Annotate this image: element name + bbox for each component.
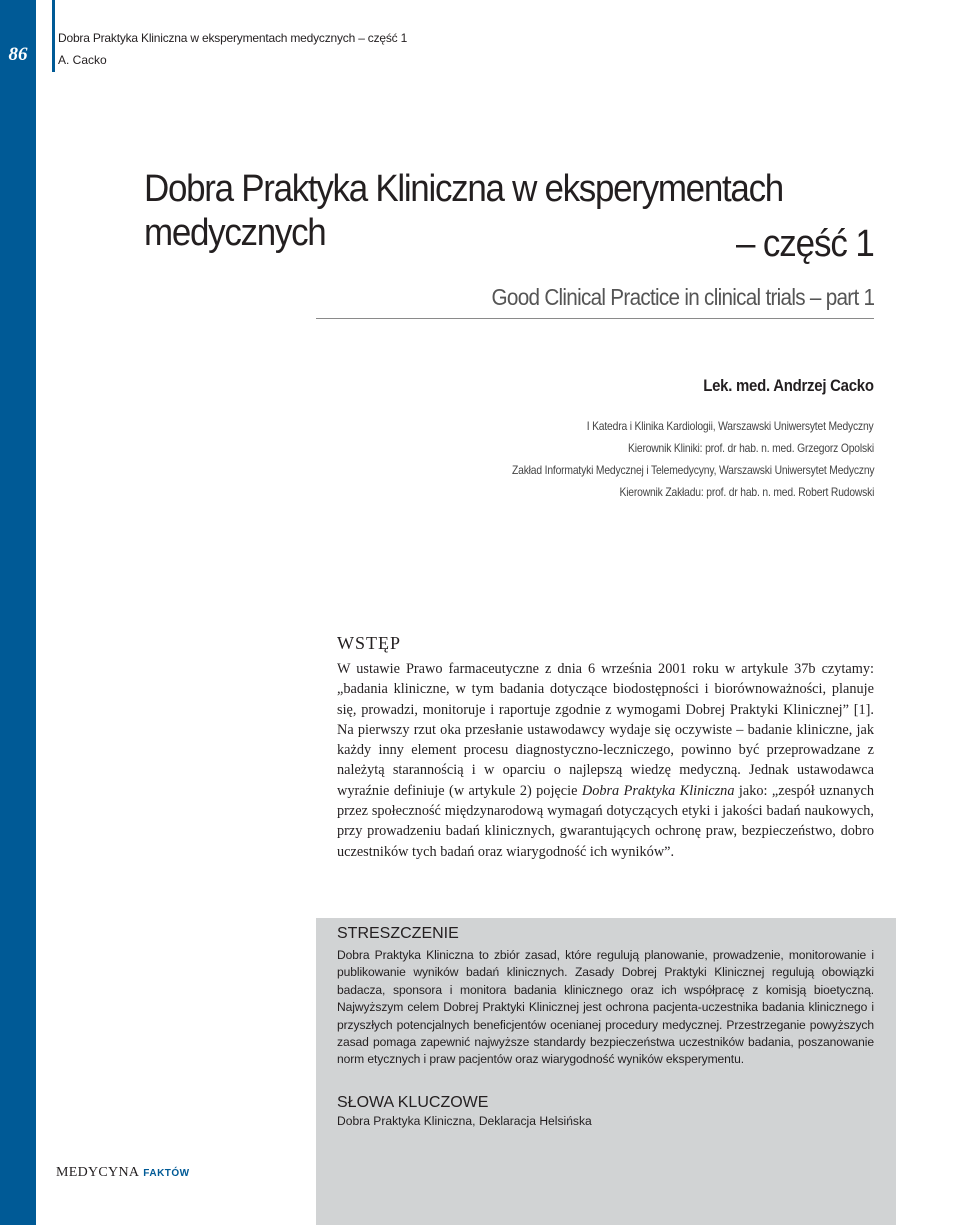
affiliation-line: Kierownik Zakładu: prof. dr hab. n. med. Robert Rudowski [619,485,874,499]
intro-text-part: W ustawie Prawo farmaceutyczne z dnia 6 września 2001 roku w artykule 37b czytamy: „badania kliniczne, w tym badania dotyczące biodostępności i biorównoważności, planuje się, prowadzi, monitoruje i raportuje zgodnie z wymogami Dobrej Praktyki Klinicznej” [1]. Na pierwszy rzut oka przesłanie ustawodawcy wydaje się oczywiste – badanie kliniczne, jak każdy inny element procesu diagnostyczno-leczniczego, powinno być przeprowadzane z należytą starannością i w oparciu o najlepszą wiedzę medyczną. Jednak ustawodawca wyraźnie definiuje (w artykule 2) pojęcie [337,661,874,799]
intro-text-emphasis: Dobra Praktyka Kliniczna [581,782,735,799]
title-divider [316,318,874,319]
journal-name-accent: FAKTÓW [143,1168,190,1179]
keywords-text: Dobra Praktyka Kliniczna, Deklaracja Helsińska [337,1114,592,1128]
journal-name: MEDYCYNA [56,1165,140,1180]
affiliation-line: Zakład Informatyki Medycznej i Telemedycyny, Warszawski Uniwersytet Medyczny [511,463,874,477]
keywords-heading: SŁOWA KLUCZOWE [337,1094,489,1111]
journal-logo [56,1163,190,1181]
page-number: 86 [8,44,28,65]
abstract-heading: STRESZCZENIE [337,925,459,942]
running-title: Dobra Praktyka Kliniczna w eksperymentach medycznych – część 1 [58,31,408,45]
intro-heading: WSTĘP [337,633,402,653]
running-author: A. Cacko [58,53,107,67]
intro-text-part: jako: „zespół uznanych przez społeczność międzynarodową wymagań dotyczących etyki i jakości badań naukowych, przy prowadzeniu badań klinicznych, gwarantujących ochronę praw, bezpieczeństwo, dobro uczestników tych badań oraz wiarygodność ich wyników”. [337,782,874,860]
article-subtitle: Good Clinical Practice in clinical trials – part 1 [491,284,874,310]
intro-paragraph [337,659,874,862]
affiliation-line: I Katedra i Klinika Kardiologii, Warszawski Uniwersytet Medyczny [587,419,874,433]
author-name: Lek. med. Andrzej Cacko [703,376,874,395]
article-title: Dobra Praktyka Kliniczna w eksperymentach medycznych [144,168,783,254]
affiliation-line: Kierownik Kliniki: prof. dr hab. n. med. Grzegorz Opolski [627,441,874,455]
side-color-bar [0,0,36,1225]
running-header-rule [52,0,55,72]
article-title-part: – część 1 [736,223,874,265]
abstract-text: Dobra Praktyka Kliniczna to zbiór zasad, które regulują planowanie, prowadzenie, monitorowanie i publikowanie wyników badań klinicznych. Zasady Dobrej Praktyki Klinicznej regulują obowiązki badacza, sponsora i monitora badania klinicznego oraz ich współpracę z komisją bioetyczną. Najwyższym celem Dobrej Praktyki Klinicznej jest ochrona pacjenta-uczestnika badania klinicznego i przyszłych potencjalnych beneficjentów ocenianej procedury medycznej. Przestrzeganie powyższych zasad pomaga zapewnić najwyższe standardy bezpieczeństwa uczestników badania, poszanowanie norm etycznych i praw pacjentów oraz wiarygodność wyników eksperymentu. [337,948,874,1067]
